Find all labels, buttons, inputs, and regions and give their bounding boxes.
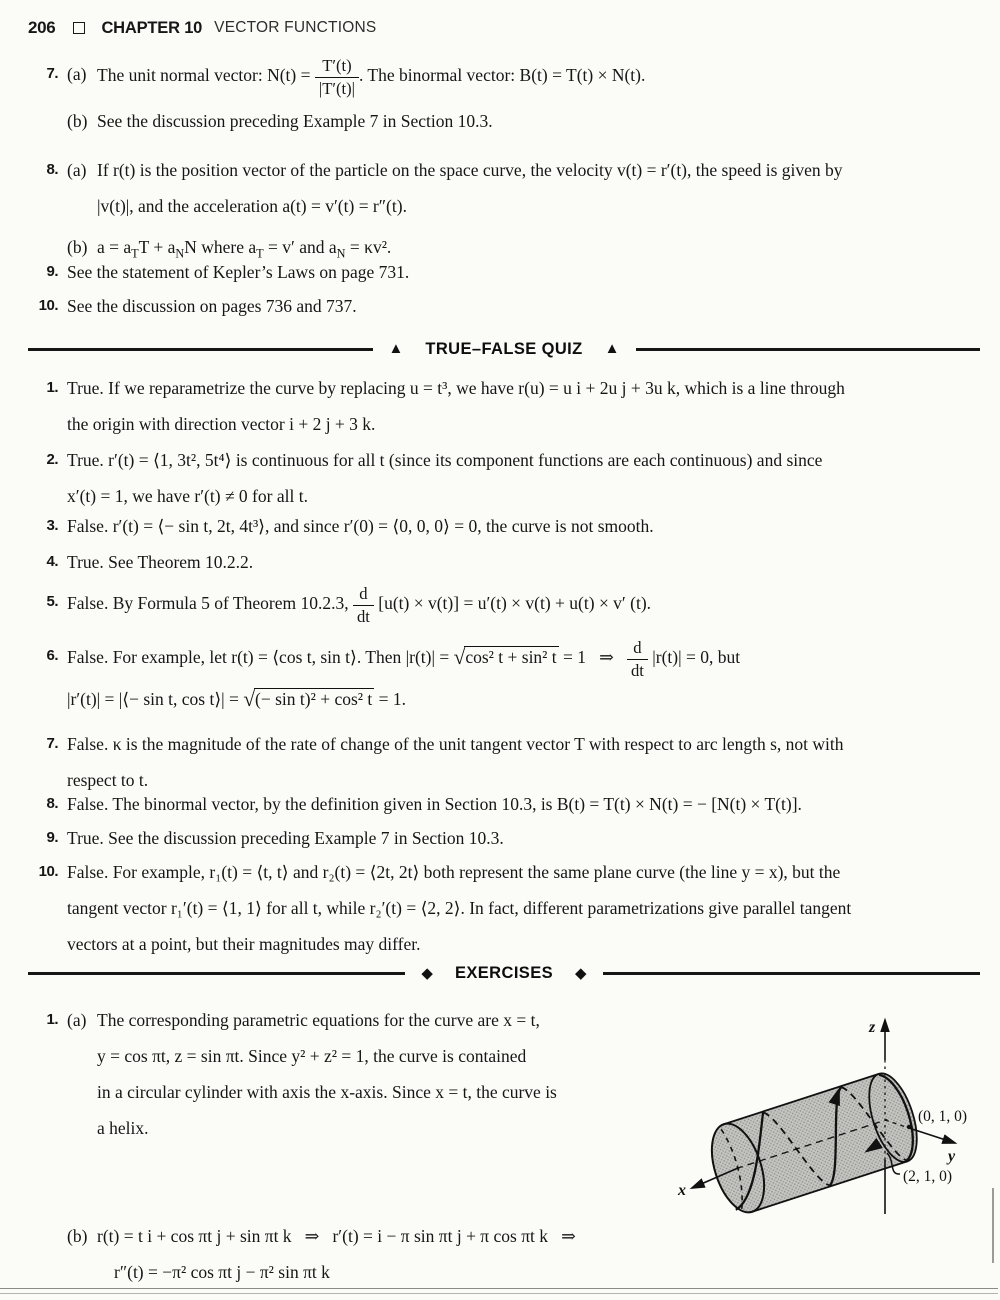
part-label: (b) (67, 111, 88, 132)
text-line: False. The binormal vector, by the definition given in Section 10.3, is B(t) = T(t) × N(t) = − [N(t) × T(t)]. (67, 794, 802, 814)
text-line: the origin with direction vector i + 2 j + 3 k. (67, 414, 376, 434)
part-label: (a) (67, 64, 87, 84)
tf-item-2 (28, 442, 993, 514)
item-number: 8. (46, 161, 58, 178)
text-line: False. r′(t) = ⟨− sin t, 2t, 4t³⟩, and since r′(0) = ⟨0, 0, 0⟩ = 0, the curve is not smooth. (67, 516, 654, 536)
rule-line-left (28, 348, 373, 351)
tf-item-4 (28, 544, 993, 580)
triangle-icon: ▲ (388, 341, 404, 357)
item-number: 8. (46, 795, 58, 812)
item-number: 7. (46, 65, 58, 82)
text-line: r″(t) = −π² cos πt j − π² sin πt k (114, 1262, 330, 1282)
page-number: 206 (28, 18, 56, 37)
part-a (67, 152, 988, 224)
cylinder-helix-svg (652, 1000, 1000, 1222)
tf-item-10 (28, 854, 993, 962)
figure-cylinder-helix (652, 1000, 1000, 1222)
part-label: (b) (67, 237, 88, 257)
text-line: |v(t)|, and the acceleration a(t) = v′(t) = r″(t). (97, 196, 407, 216)
diamond-icon: ◆ (421, 966, 433, 982)
part-label: (a) (67, 160, 87, 180)
text-line: False. κ is the magnitude of the rate of change of the unit tangent vector T with respect to arc length s, not with (67, 734, 844, 754)
scan-edge-line (0, 1288, 998, 1294)
diamond-icon: ◆ (575, 966, 587, 982)
item-number: 6. (46, 647, 58, 664)
rule-line-right (603, 972, 980, 975)
label-x: x (678, 1182, 686, 1199)
tf-item-3 (28, 508, 993, 544)
part-label: (a) (67, 1010, 87, 1030)
tf-item-5 (28, 584, 993, 626)
text-line: in a circular cylinder with axis the x-axis. Since x = t, the curve is (97, 1082, 557, 1102)
exercise-1a (28, 1002, 648, 1151)
item-number: 5. (46, 593, 58, 610)
text-line: a helix. (97, 1118, 149, 1138)
item-number: 3. (46, 517, 58, 534)
exercises-heading (28, 964, 980, 983)
label-point-2-1-0: (2, 1, 0) (903, 1168, 953, 1185)
text-line: y = cos πt, z = sin πt. Since y² + z² = 1, the curve is contained (97, 1046, 527, 1066)
item-number: 1. (46, 1011, 58, 1028)
part-label: (b) (67, 1226, 88, 1246)
text-line: See the discussion on pages 736 and 737. (67, 296, 357, 316)
item-number: 1. (46, 379, 58, 396)
text-line: False. By Formula 5 of Theorem 10.2.3, $\frac{d}{dt}$ [u(t) × v(t)] = u′(t) × v(t) + u(t) × v′ (t). (67, 584, 652, 626)
tf-item-1 (28, 370, 993, 442)
text-line: respect to t. (67, 770, 149, 790)
part-a (67, 56, 988, 98)
text-line: False. For example, r₁(t) = ⟨t, t⟩ and r₂(t) = ⟨2t, 2t⟩ both represent the same plane curve (the line y = x), but the (67, 862, 841, 882)
text-line: True. r′(t) = ⟨1, 3t², 5t⁴⟩ is continuous for all t (since its component functions are each continuous) and since (67, 450, 823, 470)
review-item-10 (28, 288, 988, 324)
text-line: r(t) = t i + cos πt j + sin πt k ⇒ r′(t) = i − π sin πt j + π cos πt k ⇒ (97, 1226, 576, 1246)
text-line: True. See Theorem 10.2.2. (67, 552, 254, 572)
text-line: True. See the discussion preceding Example 7 in Section 10.3. (67, 828, 504, 848)
page-header (28, 18, 376, 38)
item-number: 10. (38, 863, 58, 880)
point-0-1-0 (907, 1125, 911, 1129)
part-b (67, 103, 988, 139)
item-number: 10. (38, 297, 58, 314)
item-number: 9. (46, 829, 58, 846)
text-line: If r(t) is the position vector of the particle on the space curve, the velocity v(t) = r′(t), the speed is given by (97, 160, 843, 180)
scan-edge-mark (992, 1188, 994, 1263)
tf-item-8 (28, 786, 993, 822)
rule-line-left (28, 972, 405, 975)
label-y: y (948, 1148, 956, 1165)
review-item-8 (28, 152, 988, 270)
label-point-0-1-0: (0, 1, 0) (918, 1108, 968, 1125)
text-line: See the discussion preceding Example 7 in Section 10.3. (97, 111, 493, 132)
text-line: See the statement of Kepler’s Laws on page 731. (67, 262, 410, 282)
chapter-title: VECTOR FUNCTIONS (214, 19, 377, 36)
item-number: 7. (46, 735, 58, 752)
text-line: False. For example, let r(t) = ⟨cos t, sin t⟩. Then |r(t)| = √cos² t + sin² t = 1 ⇒ $\frac{d}{dt}$ |r(t)| = 0, but (67, 638, 741, 680)
chapter-heading: CHAPTER 10 (101, 18, 203, 37)
section-square-icon (73, 22, 85, 34)
text-line: |r′(t)| = |⟨− sin t, cos t⟩| = √(− sin t)² + cos² t = 1. (67, 687, 407, 712)
tf-quiz-heading (28, 340, 980, 359)
triangle-icon: ▲ (604, 341, 620, 357)
tf-quiz-title: TRUE–FALSE QUIZ (425, 340, 583, 358)
tf-item-6 (28, 638, 993, 717)
text-line: vectors at a point, but their magnitudes may differ. (67, 934, 421, 954)
part-a (67, 1002, 648, 1146)
text-line: The corresponding parametric equations for the curve are x = t, (97, 1010, 540, 1030)
label-z: z (869, 1019, 876, 1036)
item-number: 9. (46, 263, 58, 280)
review-item-7 (28, 56, 988, 144)
text-line: True. If we reparametrize the curve by replacing u = t³, we have r(u) = u i + 2u j + 3u k, which is a line through (67, 378, 845, 398)
exercises-title: EXERCISES (454, 964, 554, 982)
text-line: tangent vector r₁′(t) = ⟨1, 1⟩ for all t, while r₂′(t) = ⟨2, 2⟩. In fact, different parametrizations give parallel tangent (67, 898, 852, 918)
review-item-9 (28, 254, 988, 290)
tf-item-9 (28, 820, 993, 856)
exercise-1b (67, 1218, 967, 1290)
text-line: x′(t) = 1, we have r′(t) ≠ 0 for all t. (67, 486, 308, 506)
rule-line-right (636, 348, 981, 351)
text-line: The unit normal vector: N(t) = $\frac{T'(t)}{|T'(t)|}$ . The binormal vector: B(t) = T(t) × N(t). (97, 56, 646, 98)
cylinder (702, 1068, 926, 1219)
item-number: 4. (46, 553, 58, 570)
item-number: 2. (46, 451, 58, 468)
text-line: $a = a_TT + a_NN$ where $a_T = v'$ and $a_N = \kappa v^2$. (97, 237, 392, 261)
